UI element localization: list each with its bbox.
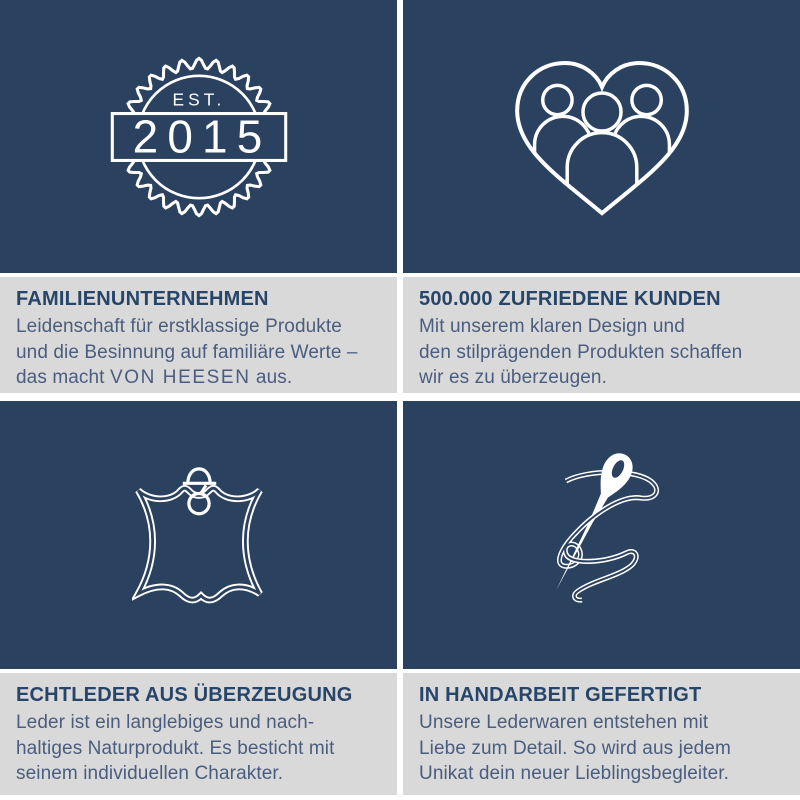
center-person-head [582,92,620,130]
panel-echtleder [0,401,397,669]
card-body [16,710,381,787]
card-handarbeit [403,673,800,795]
center-person-body [567,132,637,215]
needle-thread-icon [522,445,682,625]
card-zufriedene-kunden [403,277,800,393]
body-line: Liebe zum Detail. So wird aus jedem [419,737,731,759]
card-echtleder [0,673,397,795]
card-heading: 500.000 ZUFRIEDENE KUNDEN [419,288,721,310]
hide-outline [138,488,260,600]
leather-hide-icon [132,458,266,612]
right-person-head [631,85,660,114]
needle-body [543,448,638,596]
body-line: Mit unserem klaren Design und [419,316,685,337]
body-line: Leidenschaft für erstklassige Produkte [16,316,342,337]
panel-handarbeit [403,401,800,669]
body-line: wir es zu überzeugen. [419,367,607,388]
brand-name: VON HEESEN [109,367,251,388]
card-body [419,710,784,787]
body-line: seinem individuellen Charakter. [16,763,284,784]
card-familienunternehmen [0,277,397,393]
card-body [16,314,381,391]
left-person-head [542,85,571,114]
panel-est-2015 [0,0,397,273]
card-body [419,314,784,391]
body-line: haltiges Naturprodukt. Es besticht mit [16,737,335,759]
hide-hanger-arch [187,469,209,483]
body-line: Leder ist ein langlebiges und nach- [16,712,315,733]
badge-est-label: EST. [172,88,225,109]
card-heading: ECHTLEDER AUS ÜBERZEUGUNG [16,684,353,706]
needle [543,448,638,596]
badge-year-text: 2015 [132,109,271,162]
est-2015-badge-icon [97,35,301,239]
body-line: Unikat dein neuer Lieblingsbegleiter. [419,763,730,784]
body-line: Unsere Lederwaren entstehen mit [419,712,709,733]
family-heart-icon [504,50,700,224]
line3-prefix: das macht [16,367,110,388]
line3-suffix: aus. [250,367,293,388]
body-line [16,365,381,391]
panel-family-heart [403,0,800,273]
body-line: den stilprägenden Produkten schaffen [419,341,743,363]
card-heading: IN HANDARBEIT GEFERTIGT [419,684,702,706]
card-heading: FAMILIENUNTERNEHMEN [16,288,269,310]
body-line: und die Besinnung auf familiäre Werte – [16,341,358,363]
